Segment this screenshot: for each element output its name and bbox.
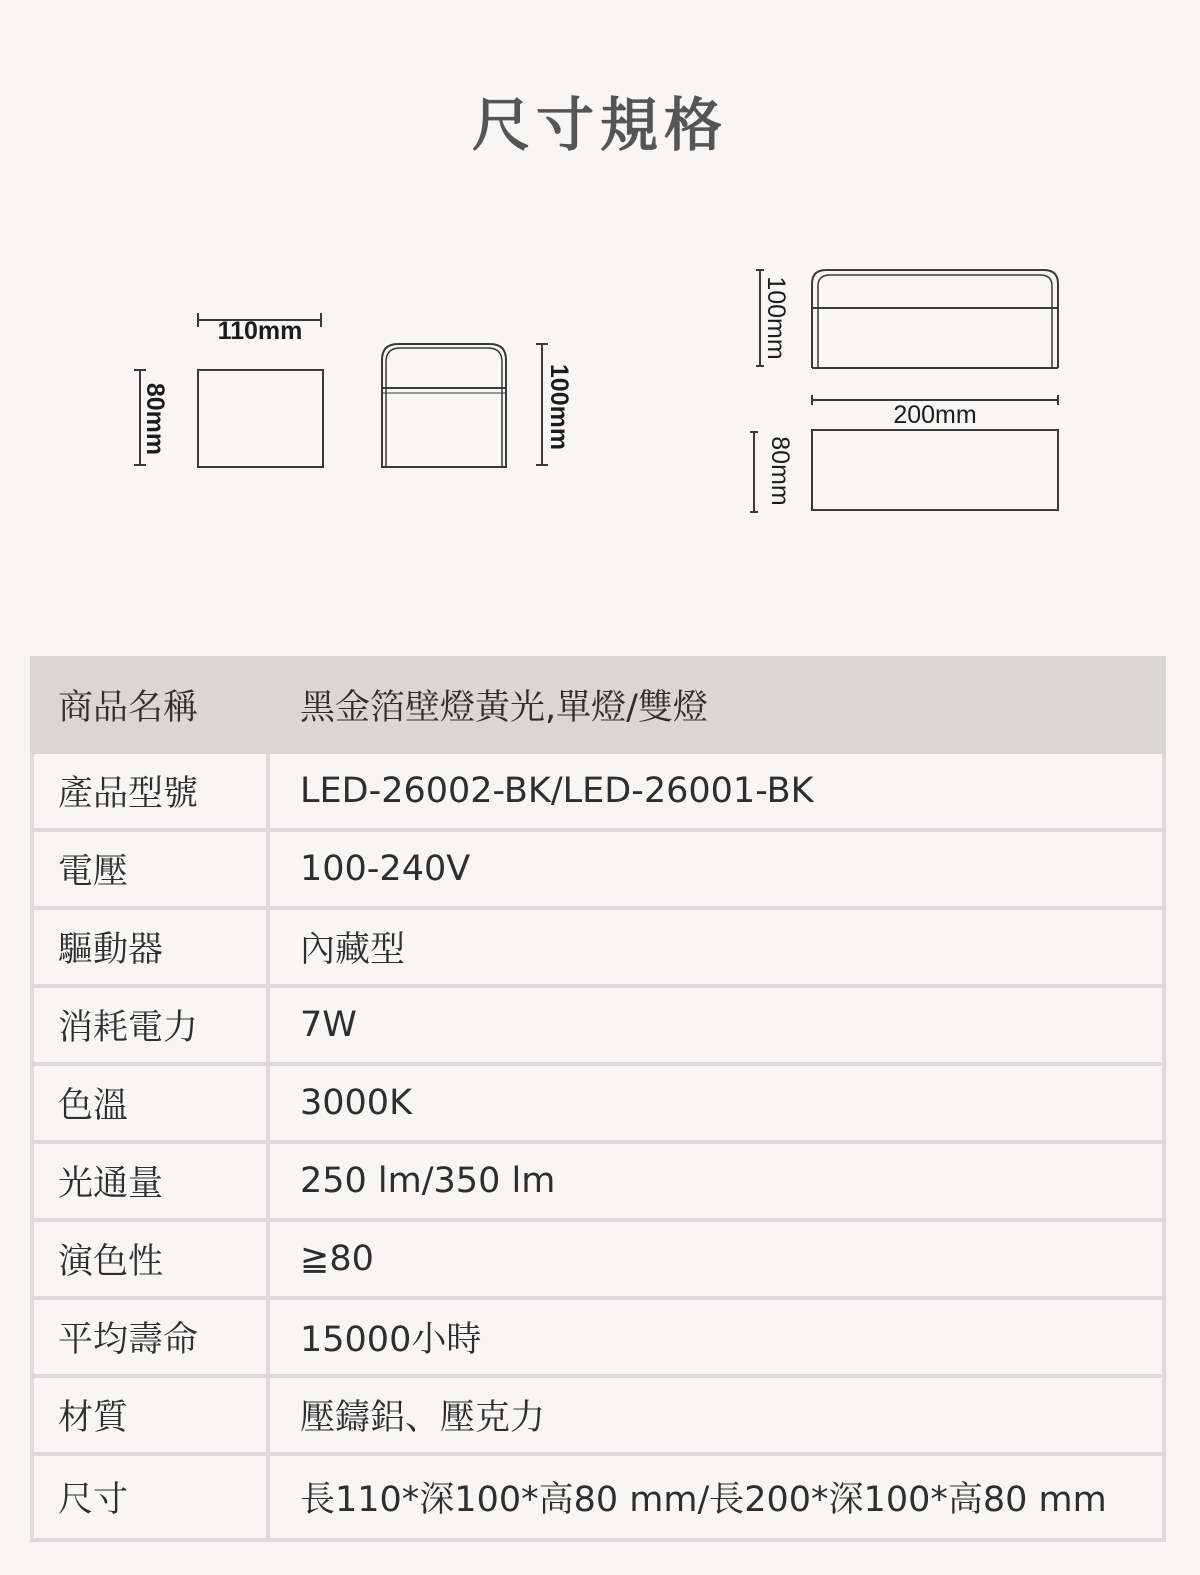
spec-label: 色溫 [32, 1064, 268, 1142]
table-row [32, 658, 1164, 752]
spec-label: 商品名稱 [32, 658, 268, 752]
dimension-diagram [0, 250, 1200, 540]
spec-value: 黑金箔壁燈黃光,單燈/雙燈 [268, 658, 1164, 752]
spec-value: 壓鑄鋁、壓克力 [268, 1376, 1164, 1454]
dimension-drawing [0, 250, 1200, 540]
double-width-label: 200mm [893, 401, 977, 429]
spec-label: 材質 [32, 1376, 268, 1454]
table-row [32, 752, 1164, 830]
double-depth-label: 100mm [762, 276, 790, 360]
single-depth-label: 100mm [545, 363, 573, 451]
spec-label: 產品型號 [32, 752, 268, 830]
spec-value: 3000K [268, 1064, 1164, 1142]
double-side-outline [812, 270, 1058, 368]
table-row [32, 1298, 1164, 1376]
spec-value: 7W [268, 986, 1164, 1064]
single-side-outline [382, 344, 506, 467]
spec-label: 演色性 [32, 1220, 268, 1298]
double-height-label: 80mm [766, 436, 794, 506]
page-title: 尺寸規格 [471, 91, 728, 159]
spec-value: LED-26002-BK/LED-26001-BK [268, 752, 1164, 830]
table-row [32, 1142, 1164, 1220]
spec-value: ≧80 [268, 1220, 1164, 1298]
table-row [32, 1220, 1164, 1298]
single-front-outline [198, 370, 323, 467]
table-row [32, 986, 1164, 1064]
spec-table [30, 656, 1166, 1542]
spec-label: 消耗電力 [32, 986, 268, 1064]
table-row [32, 1064, 1164, 1142]
table-row [32, 908, 1164, 986]
single-width-label: 110mm [217, 317, 303, 345]
table-row [32, 830, 1164, 908]
double-front-outline [812, 430, 1058, 510]
spec-value: 內藏型 [268, 908, 1164, 986]
spec-label: 光通量 [32, 1142, 268, 1220]
spec-label: 平均壽命 [32, 1298, 268, 1376]
spec-value: 15000小時 [268, 1298, 1164, 1376]
single-height-label: 80mm [141, 382, 169, 456]
spec-value: 長110*深100*高80 mm/長200*深100*高80 mm [268, 1454, 1164, 1540]
spec-label: 電壓 [32, 830, 268, 908]
spec-value: 250 lm/350 lm [268, 1142, 1164, 1220]
spec-value: 100-240V [268, 830, 1164, 908]
table-row [32, 1376, 1164, 1454]
spec-label: 驅動器 [32, 908, 268, 986]
spec-label: 尺寸 [32, 1454, 268, 1540]
table-row [32, 1454, 1164, 1540]
